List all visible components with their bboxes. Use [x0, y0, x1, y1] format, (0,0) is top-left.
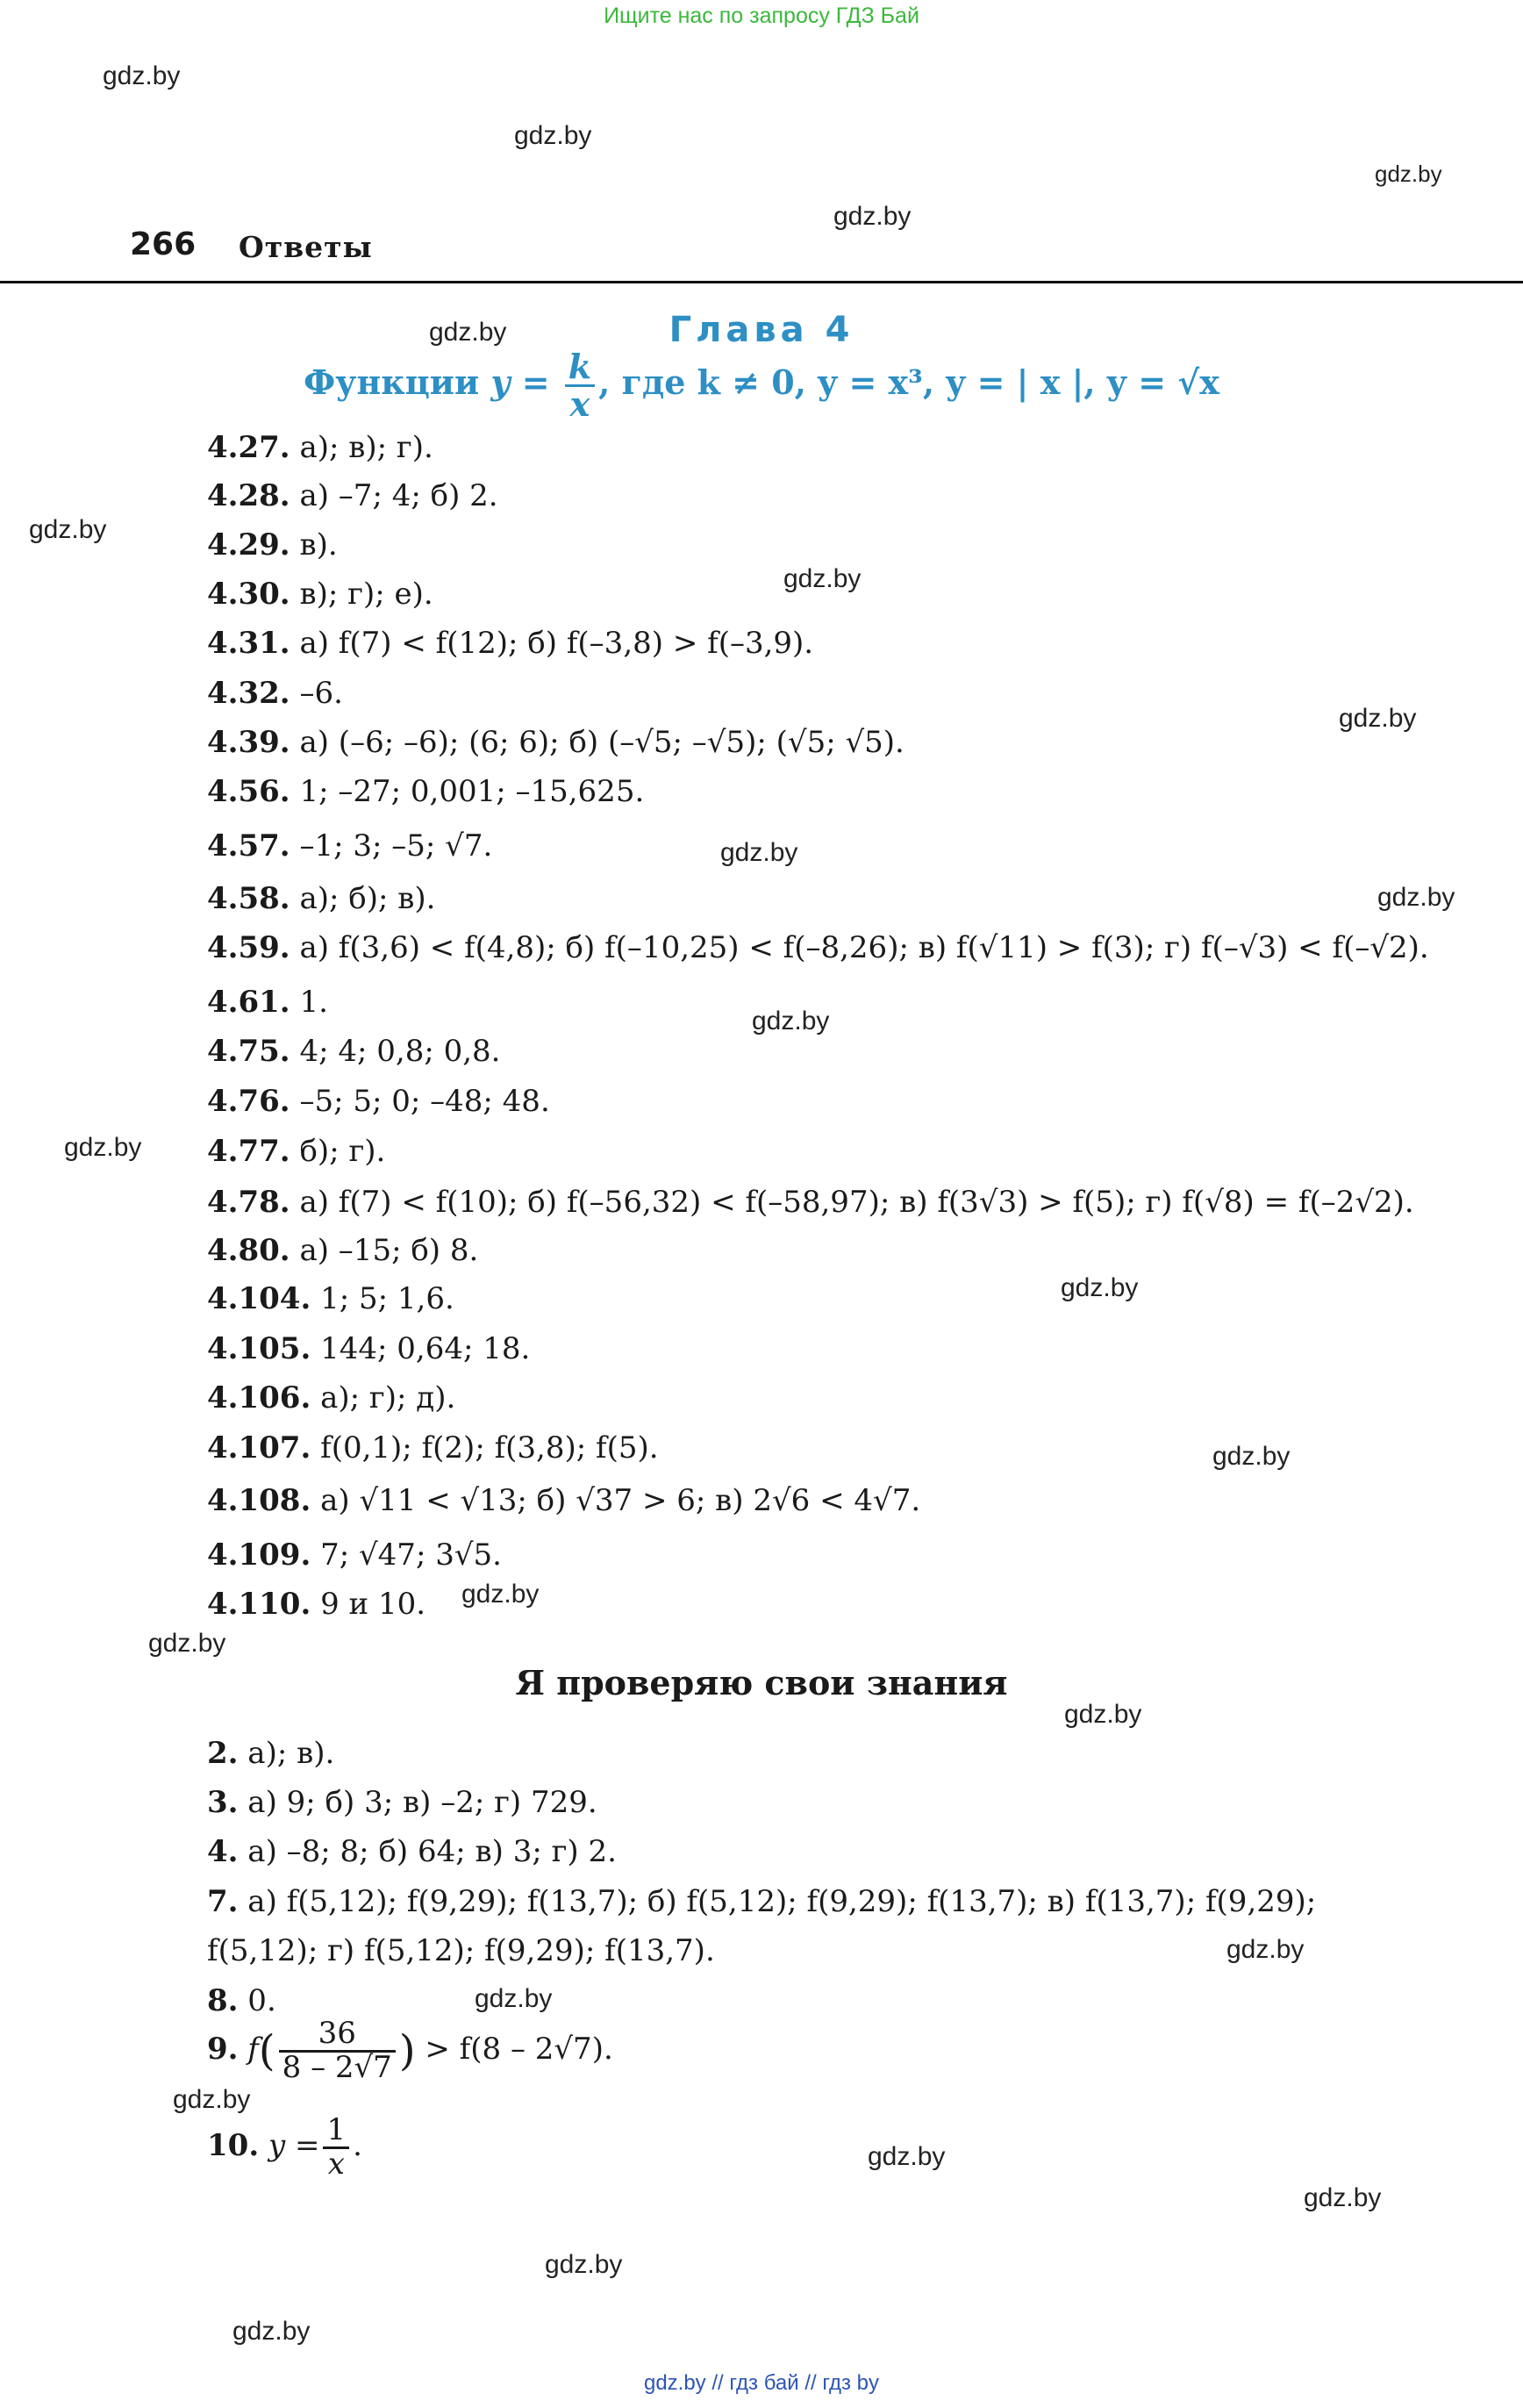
answer-text: f(5,12); г) f(5,12); f(9,29); f(13,7). — [207, 1933, 715, 1968]
answer-number: 4.110. — [207, 1587, 311, 1622]
watermark: gdz.by — [1375, 161, 1442, 187]
answer-number: 3. — [207, 1785, 239, 1820]
answer-text: 144; 0,64; 18. — [311, 1331, 531, 1366]
answer-number: 4.76. — [207, 1084, 290, 1119]
watermark: gdz.by — [1304, 2183, 1382, 2212]
answer-number: 4.77. — [207, 1134, 290, 1169]
answer-number: 4.109. — [207, 1537, 311, 1573]
watermark: gdz.by — [783, 564, 862, 593]
answer-row — [207, 725, 905, 760]
answer-text: а) f(7) < f(12); б) f(–3,8) > f(–3,9). — [290, 626, 814, 661]
watermark: gdz.by — [545, 2250, 623, 2279]
answer-text: 1; –27; 0,001; –15,625. — [290, 774, 645, 809]
watermark: gdz.by — [1226, 1935, 1305, 1964]
answer-text: а); в); г). — [290, 430, 433, 465]
answer-row — [207, 1884, 1316, 1919]
answer-number: 2. — [207, 1736, 239, 1771]
answer-text: –6. — [290, 676, 343, 711]
answer-text: 1. — [290, 985, 328, 1020]
watermark: gdz.by — [461, 1580, 540, 1609]
answer-number: 4.30. — [207, 577, 290, 612]
watermark: gdz.by — [868, 2142, 946, 2171]
answer-row — [207, 774, 644, 809]
fraction-numerator: 36 — [279, 2018, 396, 2053]
answer-text: в); г); е). — [290, 577, 433, 612]
q10-rest: . — [353, 2128, 362, 2164]
answer-row — [207, 881, 435, 916]
answer-row — [207, 527, 338, 563]
watermark: gdz.by — [64, 1133, 142, 1162]
answer-text: а) f(3,6) < f(4,8); б) f(–10,25) < f(–8,26); в) f(√11) > f(3); г) f(–√3) < f(–√2). — [290, 930, 1429, 965]
answer-number: 4.78. — [207, 1185, 290, 1220]
watermark: gdz.by — [1064, 1700, 1142, 1729]
answer-number: 8. — [207, 1983, 239, 2018]
answer-row — [207, 1084, 550, 1119]
answer-row — [207, 1983, 276, 2018]
q9-rest: > f(8 – 2√7). — [415, 2032, 613, 2068]
answer-text: а); г); д). — [311, 1380, 456, 1415]
answer-text: б); г). — [290, 1134, 386, 1169]
answer-row — [207, 1380, 455, 1415]
bottom-banner[interactable]: gdz.by // гдз бай // гдз by — [643, 2371, 880, 2395]
answer-text: а) f(5,12); f(9,29); f(13,7); б) f(5,12); f(9,29); f(13,7); в) f(13,7); f(9,29); — [238, 1884, 1317, 1919]
subtitle-rest: , где k ≠ 0, y = x³, y = | x |, y = √x — [598, 362, 1219, 402]
answer-row — [207, 1736, 334, 1771]
answer-number: 4.56. — [207, 774, 290, 809]
watermark: gdz.by — [833, 202, 912, 231]
fraction-denominator: 8 – 2√7 — [282, 2049, 392, 2085]
answer-text: а); в). — [238, 1736, 335, 1771]
answer-number: 4.75. — [207, 1034, 290, 1069]
answer-row — [207, 1483, 920, 1518]
answer-row — [207, 478, 498, 513]
answer-text: 7; √47; 3√5. — [311, 1537, 502, 1573]
fraction-denominator: x — [327, 2146, 345, 2182]
section-title: Я проверяю свои знания — [515, 1663, 1008, 1702]
answer-row — [207, 1430, 659, 1466]
answer-text: а); б); в). — [290, 881, 436, 916]
chapter-subtitle — [0, 349, 1523, 422]
fraction-numerator: 1 — [323, 2115, 349, 2149]
answer-number: 4.80. — [207, 1233, 290, 1268]
answer-row — [207, 1134, 385, 1169]
answer-text: 1; 5; 1,6. — [311, 1281, 454, 1316]
watermark: gdz.by — [1377, 883, 1455, 912]
answer-text: f(0,1); f(2); f(3,8); f(5). — [311, 1430, 659, 1466]
answer-row — [207, 1537, 502, 1573]
answer-number: 4. — [207, 1834, 239, 1869]
watermark: gdz.by — [232, 2317, 311, 2346]
answer-number: 4.29. — [207, 527, 290, 563]
chapter-title: Глава 4 — [669, 310, 854, 350]
answer-number: 4.107. — [207, 1430, 311, 1466]
answer-row — [207, 985, 328, 1020]
watermark: gdz.by — [752, 1007, 830, 1036]
watermark: gdz.by — [103, 61, 181, 90]
q10-lhs: y = — [259, 2128, 320, 2164]
answer-text: а) (–6; –6); (6; 6); б) (–√5; –√5); (√5; √5). — [290, 725, 905, 760]
q10-fraction — [323, 2112, 349, 2182]
top-banner[interactable]: Ищите нас по запросу ГДЗ Бай — [604, 4, 919, 28]
subtitle-y: y = — [490, 362, 550, 402]
answer-row — [207, 1331, 530, 1366]
answer-row — [207, 1233, 478, 1268]
answer-number: 4.28. — [207, 478, 290, 513]
answer-number: 4.61. — [207, 985, 290, 1020]
watermark: gdz.by — [429, 318, 507, 347]
answer-text: а) √11 < √13; б) √37 > 6; в) 2√6 < 4√7. — [311, 1483, 921, 1518]
answer-text: а) –15; б) 8. — [290, 1233, 479, 1268]
answer-row — [207, 1281, 454, 1316]
page-number: 266 — [130, 226, 197, 262]
watermark: gdz.by — [1061, 1273, 1139, 1302]
answer-number: 4.104. — [207, 1281, 311, 1316]
answer-row — [207, 930, 1429, 965]
answer-text: –5; 5; 0; –48; 48. — [290, 1084, 550, 1119]
answer-text: 9 и 10. — [311, 1587, 426, 1622]
answer-number: 10. — [207, 2128, 260, 2164]
watermark: gdz.by — [1212, 1442, 1291, 1471]
answer-text: а) –7; 4; б) 2. — [290, 478, 498, 513]
watermark: gdz.by — [29, 515, 107, 544]
answer-text: а) 9; б) 3; в) –2; г) 729. — [238, 1785, 597, 1820]
answer-row — [207, 1034, 500, 1069]
q9-paren-close: ) — [398, 2026, 416, 2076]
subtitle-fraction — [565, 349, 595, 422]
answer-row — [207, 626, 813, 661]
answer-number: 4.39. — [207, 725, 290, 760]
answer-q9 — [207, 2018, 613, 2083]
q9-paren-open: ( — [258, 2026, 275, 2076]
answer-row — [207, 1933, 715, 1968]
watermark: gdz.by — [148, 1629, 226, 1658]
watermark: gdz.by — [173, 2085, 251, 2114]
q9-fraction — [279, 2018, 396, 2083]
answer-text: 4; 4; 0,8; 0,8. — [290, 1034, 501, 1069]
q9-function: f — [238, 2032, 259, 2068]
answer-number: 4.58. — [207, 881, 290, 916]
answer-row — [207, 1834, 617, 1869]
watermark: gdz.by — [1339, 704, 1417, 733]
answer-row — [207, 577, 433, 612]
answer-number: 4.27. — [207, 430, 290, 465]
answer-number: 4.57. — [207, 828, 290, 864]
answer-number: 4.32. — [207, 676, 290, 711]
answer-number: 4.31. — [207, 626, 290, 661]
answer-text: –1; 3; –5; √7. — [290, 828, 493, 864]
watermark: gdz.by — [475, 1984, 553, 2013]
answer-text: в). — [290, 527, 338, 563]
answer-row — [207, 1185, 1414, 1220]
answer-row — [207, 1785, 597, 1820]
answer-text: 0. — [238, 1983, 276, 2018]
answer-number: 4.105. — [207, 1331, 311, 1366]
watermark: gdz.by — [514, 121, 592, 150]
answer-number: 4.59. — [207, 930, 290, 965]
answer-number: 4.108. — [207, 1483, 311, 1518]
answer-text: а) f(7) < f(10); б) f(–56,32) < f(–58,97); в) f(3√3) > f(5); г) f(√8) = f(–2√2). — [290, 1185, 1414, 1220]
answer-q10 — [207, 2112, 362, 2182]
answer-row — [207, 828, 492, 864]
answer-row — [207, 676, 343, 711]
running-head: Ответы — [239, 230, 373, 264]
answer-number: 9. — [207, 2032, 239, 2068]
answer-row — [207, 1587, 425, 1622]
answer-text: а) –8; 8; б) 64; в) 3; г) 2. — [238, 1834, 617, 1869]
fraction-numerator: k — [565, 349, 595, 387]
fraction-denominator: x — [569, 383, 590, 424]
answer-number: 4.106. — [207, 1380, 311, 1415]
answer-number: 7. — [207, 1884, 239, 1919]
header-rule — [0, 281, 1523, 283]
subtitle-prefix: Функции — [304, 362, 480, 402]
answer-row — [207, 430, 433, 465]
watermark: gdz.by — [720, 838, 798, 867]
